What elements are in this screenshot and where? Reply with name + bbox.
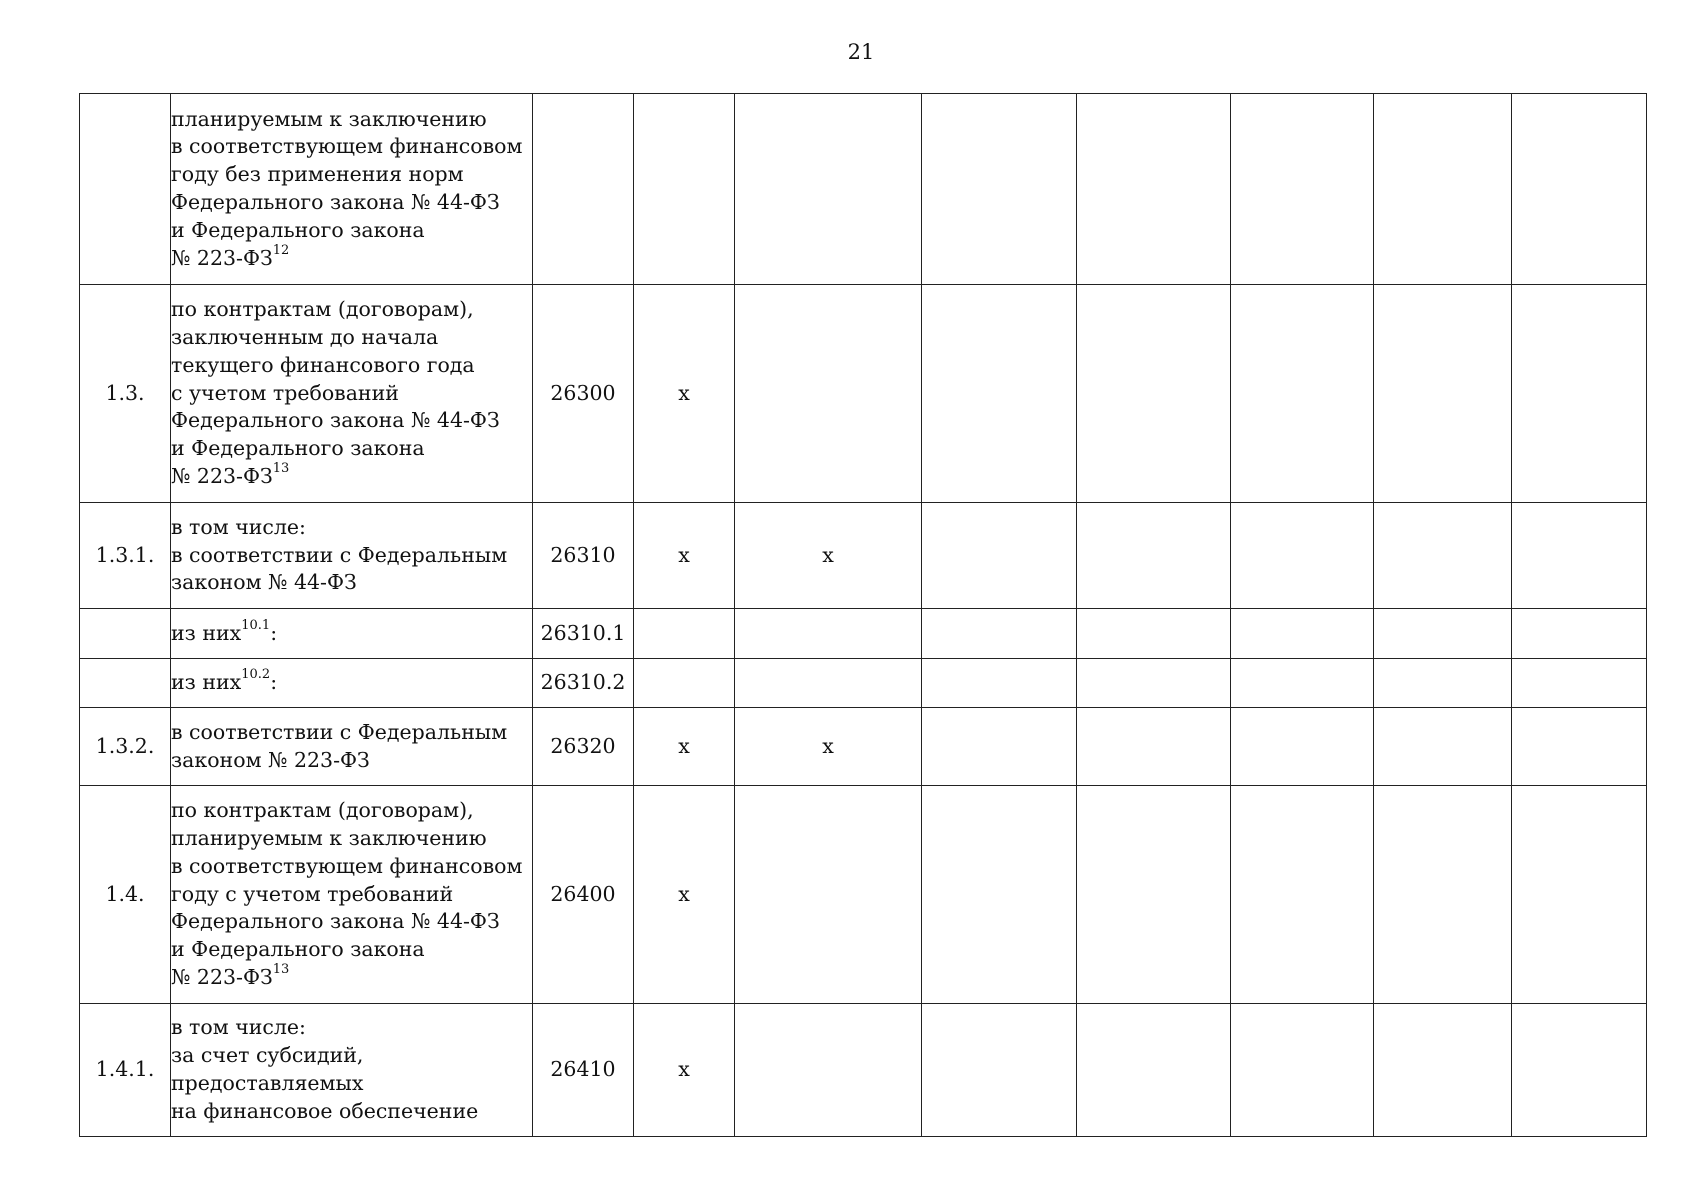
report-table <box>79 93 1647 1137</box>
empty-cell <box>1077 94 1231 285</box>
cell-x-marker <box>634 659 735 708</box>
cell-x-marker <box>735 1004 922 1137</box>
description-line: Федерального закона № 44-ФЗ <box>171 408 500 433</box>
table-body <box>80 94 1647 1137</box>
table-row <box>80 503 1647 609</box>
row-description <box>171 94 533 285</box>
description-line: по контрактам (договорам), <box>171 798 474 823</box>
row-number: 1.3.2. <box>80 708 171 786</box>
description-line: № 223-ФЗ$^{13}$ <box>171 461 290 488</box>
row-description <box>171 609 533 659</box>
empty-cell <box>1231 659 1374 708</box>
description-line: и Федерального закона <box>171 937 425 962</box>
description-line: по контрактам (договорам), <box>171 297 474 322</box>
cell-x-marker: x <box>634 285 735 503</box>
cell-x-marker <box>634 609 735 659</box>
empty-cell <box>1077 285 1231 503</box>
empty-cell <box>1512 708 1647 786</box>
empty-cell <box>922 94 1077 285</box>
row-code: 26310.1 <box>533 609 634 659</box>
empty-cell <box>1374 285 1512 503</box>
description-line: с учетом требований <box>171 380 399 405</box>
empty-cell <box>1231 1004 1374 1137</box>
row-code <box>533 94 634 285</box>
empty-cell <box>1374 609 1512 659</box>
cell-x-marker: x <box>634 708 735 786</box>
row-description <box>171 708 533 786</box>
cell-x-marker <box>735 285 922 503</box>
cell-x-marker <box>735 609 922 659</box>
empty-cell <box>922 503 1077 609</box>
empty-cell <box>1512 285 1647 503</box>
cell-x-marker: x <box>634 786 735 1004</box>
page-number: 21 <box>847 40 875 64</box>
table-row <box>80 708 1647 786</box>
row-code: 26410 <box>533 1004 634 1137</box>
empty-cell <box>1374 659 1512 708</box>
empty-cell <box>1231 285 1374 503</box>
description-line: году без применения норм <box>171 162 464 187</box>
cell-x-marker <box>735 786 922 1004</box>
description-line: Федерального закона № 44-ФЗ <box>171 190 500 214</box>
empty-cell <box>1231 786 1374 1004</box>
cell-x-marker: x <box>735 708 922 786</box>
row-number: 1.4.1. <box>80 1004 171 1137</box>
description-line: планируемым к заключению <box>171 826 487 850</box>
table-row <box>80 94 1647 285</box>
empty-cell <box>1512 94 1647 285</box>
row-code: 26310.2 <box>533 659 634 708</box>
description-line: законом № 223-ФЗ <box>171 747 370 772</box>
description-line: № 223-ФЗ$^{13}$ <box>171 962 290 989</box>
footnote-ref: 10.1 <box>241 617 271 633</box>
empty-cell <box>1077 659 1231 708</box>
empty-cell <box>1231 708 1374 786</box>
cell-x-marker: x <box>634 503 735 609</box>
row-number <box>80 609 171 659</box>
description-line: и Федерального закона <box>171 436 425 461</box>
description-line: году с учетом требований <box>171 881 454 906</box>
empty-cell <box>1512 503 1647 609</box>
empty-cell <box>1512 609 1647 659</box>
footnote-ref: 10.2 <box>241 667 271 683</box>
row-description <box>171 1004 533 1137</box>
empty-cell <box>922 786 1077 1004</box>
empty-cell <box>1077 708 1231 786</box>
cell-x-marker: x <box>634 1004 735 1137</box>
description-line: планируемым к заключению <box>171 106 487 131</box>
table-row <box>80 786 1647 1004</box>
row-code: 26300 <box>533 285 634 503</box>
table-row <box>80 1004 1647 1137</box>
description-line: в соответствии с Федеральным <box>171 719 508 744</box>
empty-cell <box>922 708 1077 786</box>
row-number <box>80 94 171 285</box>
empty-cell <box>1374 786 1512 1004</box>
description-line: из них$^{10.2}$: <box>171 667 278 695</box>
row-number: 1.3. <box>80 285 171 503</box>
row-number: 1.4. <box>80 786 171 1004</box>
footnote-ref: 12 <box>272 242 290 258</box>
empty-cell <box>922 1004 1077 1137</box>
description-line: в соответствующем финансовом <box>171 853 523 878</box>
cell-x-marker <box>735 659 922 708</box>
description-line: в соответствии с Федеральным <box>171 542 508 567</box>
description-line: текущего финансового года <box>171 352 475 377</box>
row-code: 26310 <box>533 503 634 609</box>
row-description <box>171 659 533 708</box>
empty-cell <box>922 609 1077 659</box>
empty-cell <box>1512 786 1647 1004</box>
empty-cell <box>1077 1004 1231 1137</box>
empty-cell <box>1512 1004 1647 1137</box>
row-number: 1.3.1. <box>80 503 171 609</box>
description-line: в соответствующем финансовом <box>171 134 523 159</box>
description-line: предоставляемых <box>171 1071 364 1095</box>
description-line: в том числе: <box>171 1015 306 1040</box>
table-row <box>80 659 1647 708</box>
empty-cell <box>1077 503 1231 609</box>
row-description <box>171 786 533 1004</box>
description-line: заключенным до начала <box>171 325 439 349</box>
empty-cell <box>1512 659 1647 708</box>
row-description <box>171 503 533 609</box>
empty-cell <box>1374 708 1512 786</box>
empty-cell <box>1374 94 1512 285</box>
description-line: в том числе: <box>171 514 306 539</box>
footnote-ref: 13 <box>272 962 290 978</box>
description-line: № 223-ФЗ$^{12}$ <box>171 242 290 270</box>
empty-cell <box>1077 609 1231 659</box>
empty-cell <box>1231 503 1374 609</box>
description-line: за счет субсидий, <box>171 1043 364 1068</box>
description-line: из них$^{10.1}$: <box>171 617 278 645</box>
empty-cell <box>922 285 1077 503</box>
cell-x-marker <box>634 94 735 285</box>
table-row <box>80 285 1647 503</box>
empty-cell <box>1231 609 1374 659</box>
cell-x-marker <box>735 94 922 285</box>
footnote-ref: 13 <box>272 461 290 477</box>
empty-cell <box>1077 786 1231 1004</box>
empty-cell <box>1231 94 1374 285</box>
empty-cell <box>922 659 1077 708</box>
row-number <box>80 659 171 708</box>
row-code: 26320 <box>533 708 634 786</box>
row-code: 26400 <box>533 786 634 1004</box>
row-description <box>171 285 533 503</box>
description-line: законом № 44-ФЗ <box>171 570 357 595</box>
cell-x-marker: x <box>735 503 922 609</box>
table-row <box>80 609 1647 659</box>
description-line: на финансовое обеспечение <box>171 1098 479 1123</box>
description-line: и Федерального закона <box>171 217 425 242</box>
description-line: Федерального закона № 44-ФЗ <box>171 909 500 934</box>
empty-cell <box>1374 1004 1512 1137</box>
empty-cell <box>1374 503 1512 609</box>
